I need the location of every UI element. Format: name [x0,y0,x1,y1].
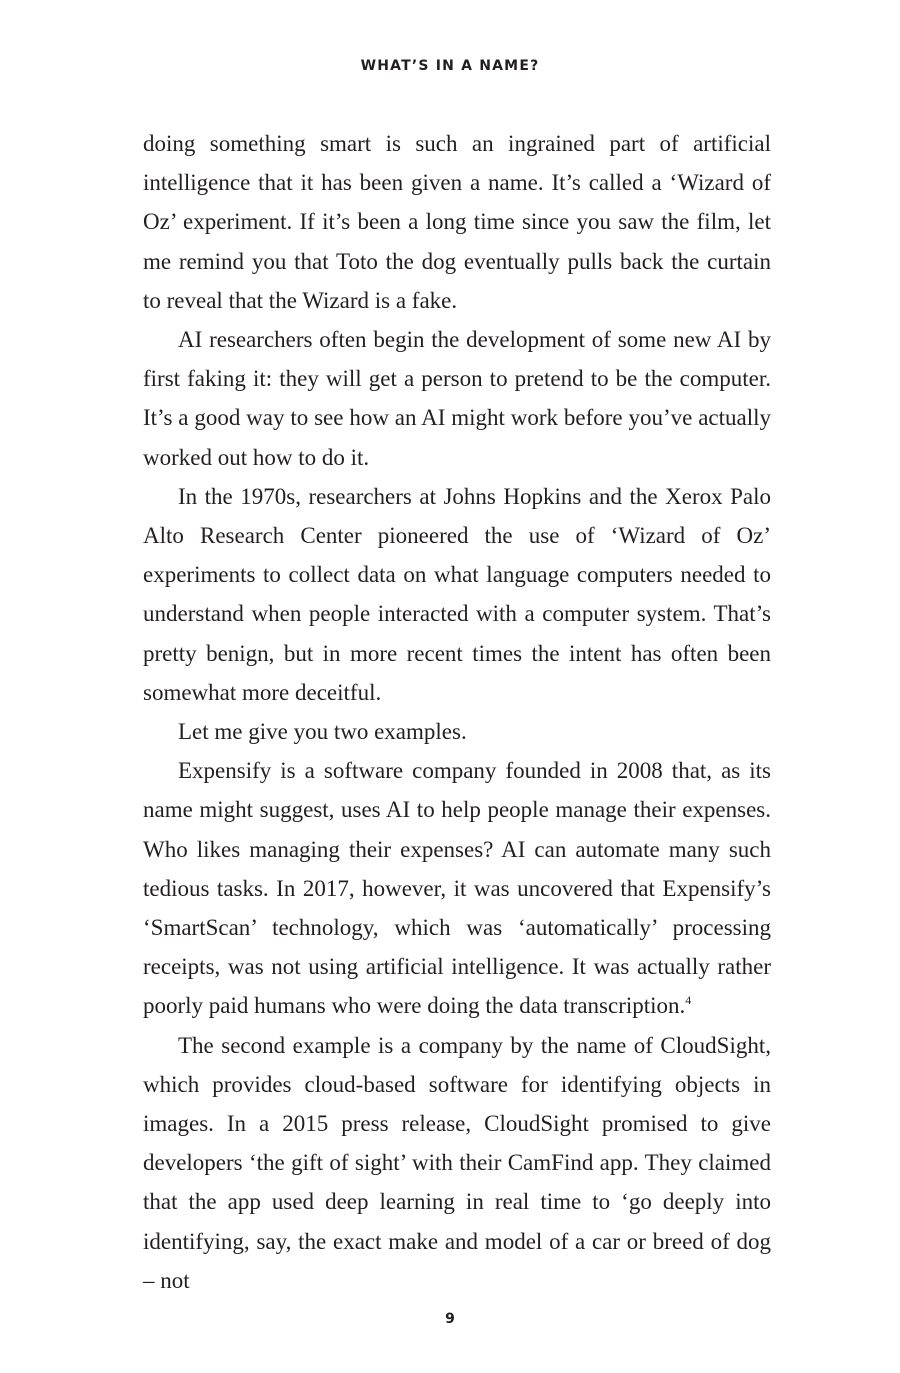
paragraph-2: AI researchers often begin the development of some new AI by first faking it: they will get a person to pretend to be the computer. It’s a good way to see how an AI might work before you’ve actually worked out how to do it. [143,327,771,470]
paragraph-4: Let me give you two examples. [178,719,467,745]
body-text [143,124,771,1300]
paragraph-5-text: Expensify is a software company founded in 2008 that, as its name might suggest, uses AI to help people manage their expenses. Who likes managing their expenses? AI can automate many such tedious tasks. In 2017, however, it was uncovered that Expensify’s ‘SmartScan’ technology, which was ‘automatically’ processing receipts, was not using artificial intelligence. It was actually rather poorly paid humans who were doing the data transcription. [143,758,771,1019]
footnote-marker[interactable]: 4 [685,993,692,1008]
paragraph-6: The second example is a company by the name of CloudSight, which provides cloud-based software for identifying objects in images. In a 2015 press release, CloudSight promised to give developers ‘the gift of sight’ with their CamFind app. They claimed that the app used deep learning in real time to ‘go deeply into identifying, say, the exact make and model of a car or breed of dog – not [143,1032,771,1293]
paragraph-5 [143,751,771,1025]
paragraph-1: doing something smart is such an ingrained part of artificial intelligence that it has been given a name. It’s called a ‘Wizard of Oz’ experiment. If it’s been a long time since you saw the film, let me remind you that Toto the dog eventually pulls back the curtain to reveal that the Wizard is a fake. [143,131,771,313]
running-head: WHAT’S IN A NAME? [360,58,540,74]
page-number: 9 [445,1311,455,1327]
paragraph-3: In the 1970s, researchers at Johns Hopkins and the Xerox Palo Alto Research Center pioneered the use of ‘Wizard of Oz’ experiments to collect data on what language computers needed to understand when people interacted with a computer system. That’s pretty benign, but in more recent times the intent has often been somewhat more deceitful. [143,483,771,705]
